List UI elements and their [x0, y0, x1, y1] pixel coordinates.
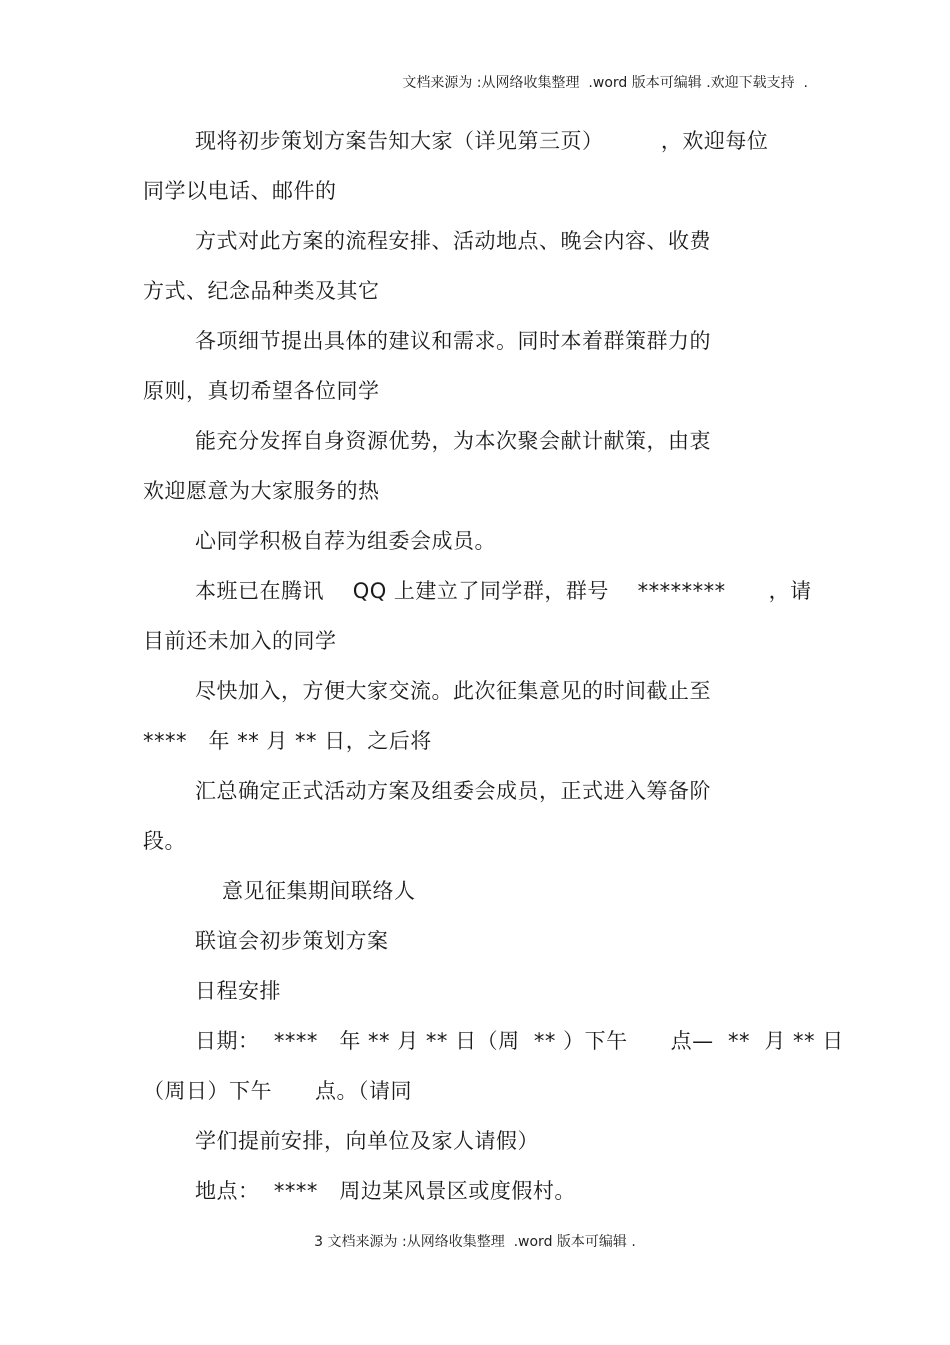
paragraph-line: 目前还未加入的同学 [143, 629, 337, 653]
page-header: 文档来源为 :从网络收集整理 .word 版本可编辑 .欢迎下载支持 . [402, 75, 808, 91]
section-heading: 日程安排 [195, 979, 281, 1003]
paragraph-line: 本班已在腾讯 QQ 上建立了同学群，群号 ******** ，请 [195, 579, 812, 603]
paragraph-line: 汇总确定正式活动方案及组委会成员，正式进入筹备阶 [195, 779, 711, 803]
paragraph-line: （周日）下午 点。（请同 [143, 1079, 413, 1103]
paragraph-line: 方式对此方案的流程安排、活动地点、晚会内容、收费 [195, 229, 711, 253]
paragraph-line: 能充分发挥自身资源优势，为本次聚会献计献策，由衷 [195, 429, 711, 453]
paragraph-line: 心同学积极自荐为组委会成员。 [195, 529, 496, 553]
paragraph-line: 学们提前安排，向单位及家人请假） [195, 1129, 539, 1153]
paragraph-line: **** 年 ** 月 ** 日，之后将 [143, 729, 432, 753]
paragraph-line: 日期： **** 年 ** 月 ** 日（周 ** ）下午 点— ** 月 ** 日 [195, 1029, 844, 1053]
paragraph-line: 各项细节提出具体的建议和需求。同时本着群策群力的 [195, 329, 711, 353]
paragraph-line: 尽快加入，方便大家交流。此次征集意见的时间截止至 [195, 679, 711, 703]
paragraph-line: 欢迎愿意为大家服务的热 [143, 479, 380, 503]
paragraph-line: 现将初步策划方案告知大家（详见第三页） ，欢迎每位 [195, 129, 769, 153]
paragraph-line: 原则，真切希望各位同学 [143, 379, 380, 403]
page-footer: 3 文档来源为 :从网络收集整理 .word 版本可编辑 . [314, 1234, 636, 1250]
paragraph-line: 方式、纪念品种类及其它 [143, 279, 380, 303]
section-heading: 联谊会初步策划方案 [195, 929, 389, 953]
paragraph-line: 同学以电话、邮件的 [143, 179, 337, 203]
paragraph-line: 地点： **** 周边某风景区或度假村。 [195, 1179, 576, 1203]
paragraph-line: 段。 [143, 829, 186, 853]
section-heading: 意见征集期间联络人 [222, 879, 416, 903]
